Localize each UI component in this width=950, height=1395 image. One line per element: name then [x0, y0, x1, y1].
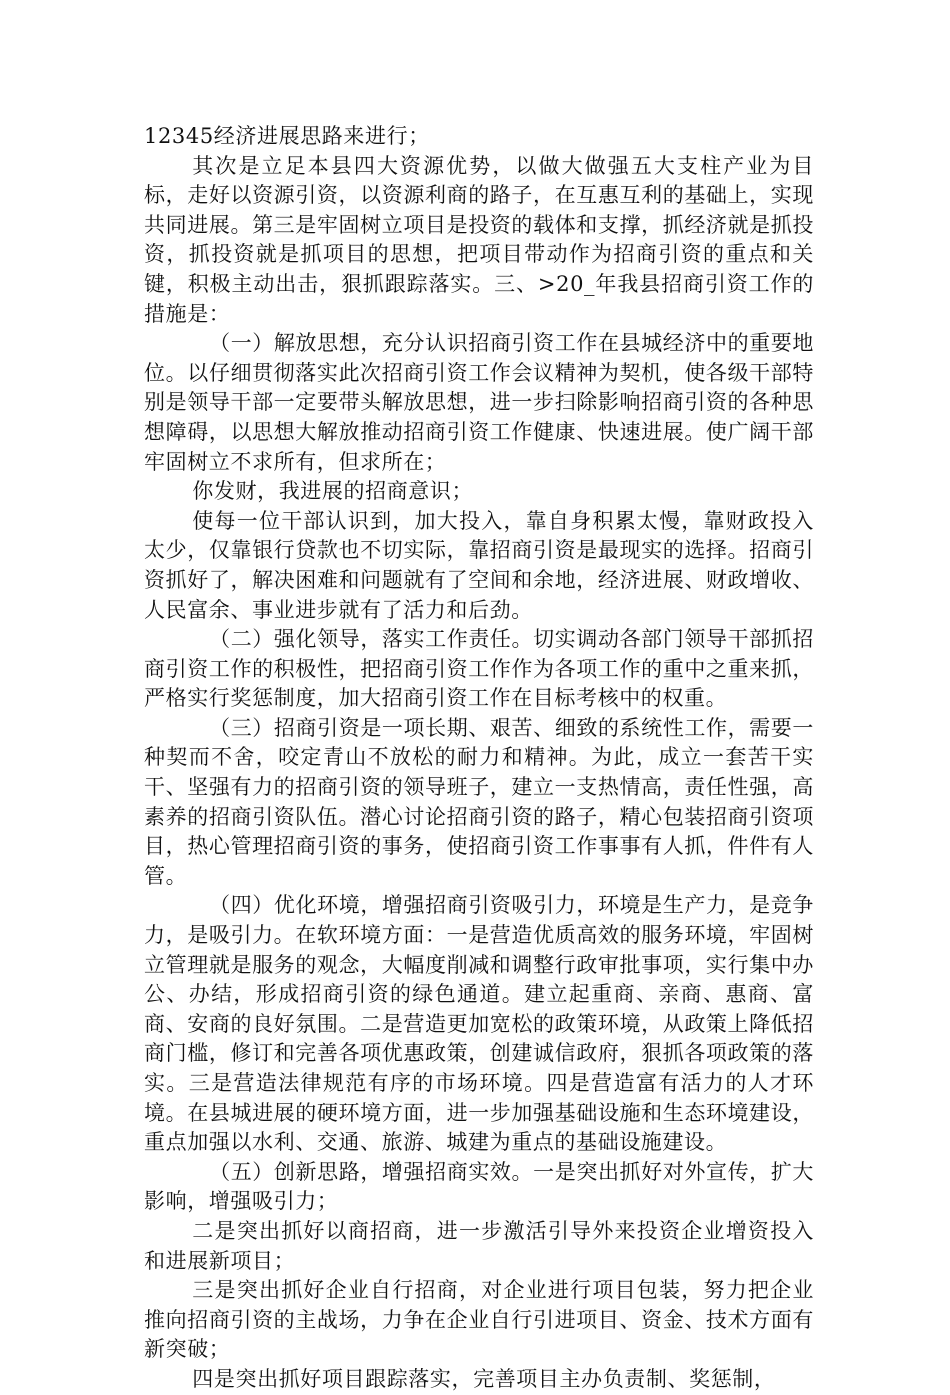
- paragraph: （一）解放思想，充分认识招商引资工作在县城经济中的重要地位。以仔细贯彻落实此次招商引资工作会议精神为契机，使各级干部特别是领导干部一定要带头解放思想，进一步扫除影响招商引资的各种思想障碍，以思想大解放推动招商引资工作健康、快速进展。使广阔干部牢固树立不求所有，但求所在；: [144, 331, 814, 474]
- paragraph: （五）创新思路，增强招商实效。一是突出抓好对外宣传，扩大影响，增强吸引力；: [144, 1159, 814, 1214]
- paragraph: 三是突出抓好企业自行招商，对企业进行项目包装，努力把企业推向招商引资的主战场，力争在企业自行引进项目、资金、技术方面有新突破；: [144, 1278, 814, 1362]
- document-body: [144, 122, 814, 1395]
- paragraph: 二是突出抓好以商招商，进一步激活引导外来投资企业增资投入和进展新项目；: [144, 1218, 814, 1273]
- paragraph: 其次是立足本县四大资源优势，以做大做强五大支柱产业为目标，走好以资源引资，以资源利商的路子，在互惠互利的基础上，实现共同进展。第三是牢固树立项目是投资的载体和支撑，抓经济就是抓投资，抓投资就是抓项目的思想，把项目带动作为招商引资的重点和关键，积极主动出击，狠抓跟踪落实。三、>20_年我县招商引资工作的措施是：: [144, 153, 814, 326]
- paragraph: （三）招商引资是一项长期、艰苦、细致的系统性工作，需要一种契而不舍，咬定青山不放松的耐力和精神。为此，成立一套苦干实干、坚强有力的招商引资的领导班子，建立一支热情高，责任性强，高素养的招商引资队伍。潜心讨论招商引资的路子，精心包装招商引资项目，热心管理招商引资的事务，使招商引资工作事事有人抓，件件有人管。: [144, 715, 814, 888]
- paragraph: 12345经济进展思路来进行；: [144, 124, 430, 148]
- paragraph: 四是突出抓好项目跟踪落实，完善项目主办负责制、奖惩制，: [192, 1366, 776, 1391]
- paragraph: 你发财，我进展的招商意识；: [192, 479, 474, 504]
- paragraph: （二）强化领导，落实工作责任。切实调动各部门领导干部抓招商引资工作的积极性，把招商引资工作作为各项工作的重中之重来抓，严格实行奖惩制度，加大招商引资工作在目标考核中的权重。: [144, 627, 814, 711]
- paragraph: （四）优化环境，增强招商引资吸引力，环境是生产力，是竞争力，是吸引力。在软环境方面：一是营造优质高效的服务环境，牢固树立管理就是服务的观念，大幅度削减和调整行政审批事项，实行集中办公、办结，形成招商引资的绿色通道。建立起重商、亲商、惠商、富商、安商的良好氛围。二是营造更加宽松的政策环境，从政策上降低招商门槛，修订和完善各项优惠政策，创建诚信政府，狠抓各项政策的落实。三是营造法律规范有序的市场环境。四是营造富有活力的人才环境。在县城进展的硬环境方面，进一步加强基础设施和生态环境建设，重点加强以水利、交通、旅游、城建为重点的基础设施建设。: [144, 893, 814, 1155]
- paragraph: 使每一位干部认识到，加大投入，靠自身积累太慢，靠财政投入太少，仅靠银行贷款也不切实际，靠招商引资是最现实的选择。招商引资抓好了，解决困难和问题就有了空间和余地，经济进展、财政增收、人民富余、事业进步就有了活力和后劲。: [144, 508, 814, 622]
